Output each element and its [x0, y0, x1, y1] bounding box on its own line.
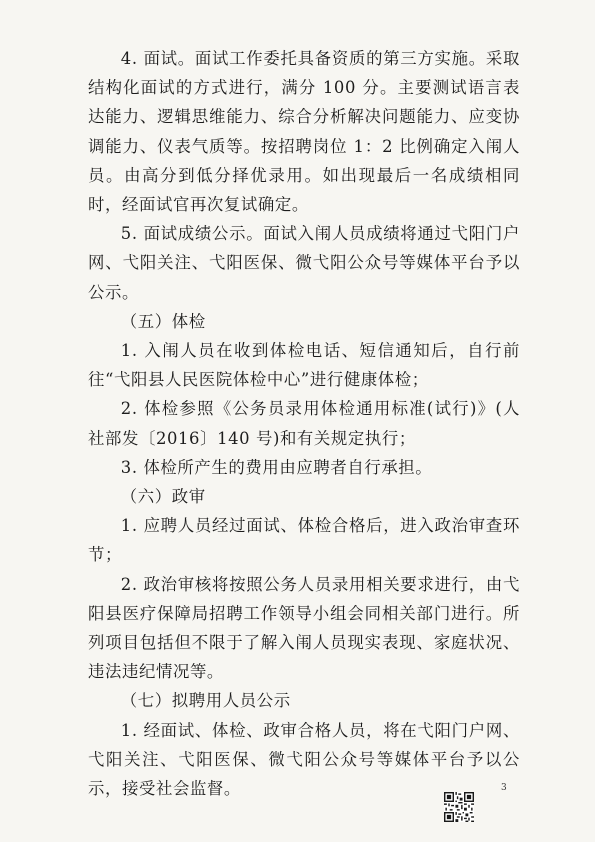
page-number: 3 — [501, 783, 507, 793]
paragraph-review-entry: 1. 应聘人员经过面试、体检合格后，进入政治审查环节； — [88, 516, 520, 565]
paragraph-exam-fee: 3. 体检所产生的费用由应聘者自行承担。 — [120, 457, 433, 477]
paragraph-exam-notice: 1. 入闱人员在收到体检电话、短信通知后，自行前往“弋阳县人民医院体检中心”进行健康体检； — [88, 341, 520, 390]
qr-code-icon — [444, 792, 474, 822]
paragraph-interview-results: 5. 面试成绩公示。面试入闱人员成绩将通过弋阳门户网、弋阳关注、弋阳医保、微弋阳公众号等媒体平台予以公示。 — [88, 224, 520, 302]
paragraph-exam-standard: 2. 体检参照《公务员录用体检通用标准(试行)》(人社部发〔2016〕140 号)和有关规定执行； — [88, 399, 520, 448]
paragraph-publicity: 1. 经面试、体检、政审合格人员，将在弋阳门户网、弋阳关注、弋阳医保、微弋阳公众号等媒体平台予以公示，接受社会监督。 — [88, 720, 520, 799]
heading-physical-exam: （五）体检 — [120, 311, 206, 331]
heading-publicity: （七）拟聘用人员公示 — [120, 691, 291, 711]
heading-political-review: （六）政审 — [120, 487, 206, 507]
document-body — [88, 44, 520, 803]
paragraph-interview: 4. 面试。面试工作委托具备资质的第三方实施。采取结构化面试的方式进行，满分 100 分。主要测试语言表达能力、逻辑思维能力、综合分析解决问题能力、应变协调能力、仪表气质等。按招聘岗位 1：2 比例确定入闱人员。由高分到低分择优录用。如出现最后一名成绩相同时，经面试官再次复试确定。 — [88, 49, 520, 215]
paragraph-review-process: 2. 政治审核将按照公务人员录用相关要求进行，由弋阳县医疗保障局招聘工作领导小组会同相关部门进行。所列项目包括但不限于了解入闱人员现实表现、家庭状况、违法违纪情况等。 — [88, 574, 520, 682]
